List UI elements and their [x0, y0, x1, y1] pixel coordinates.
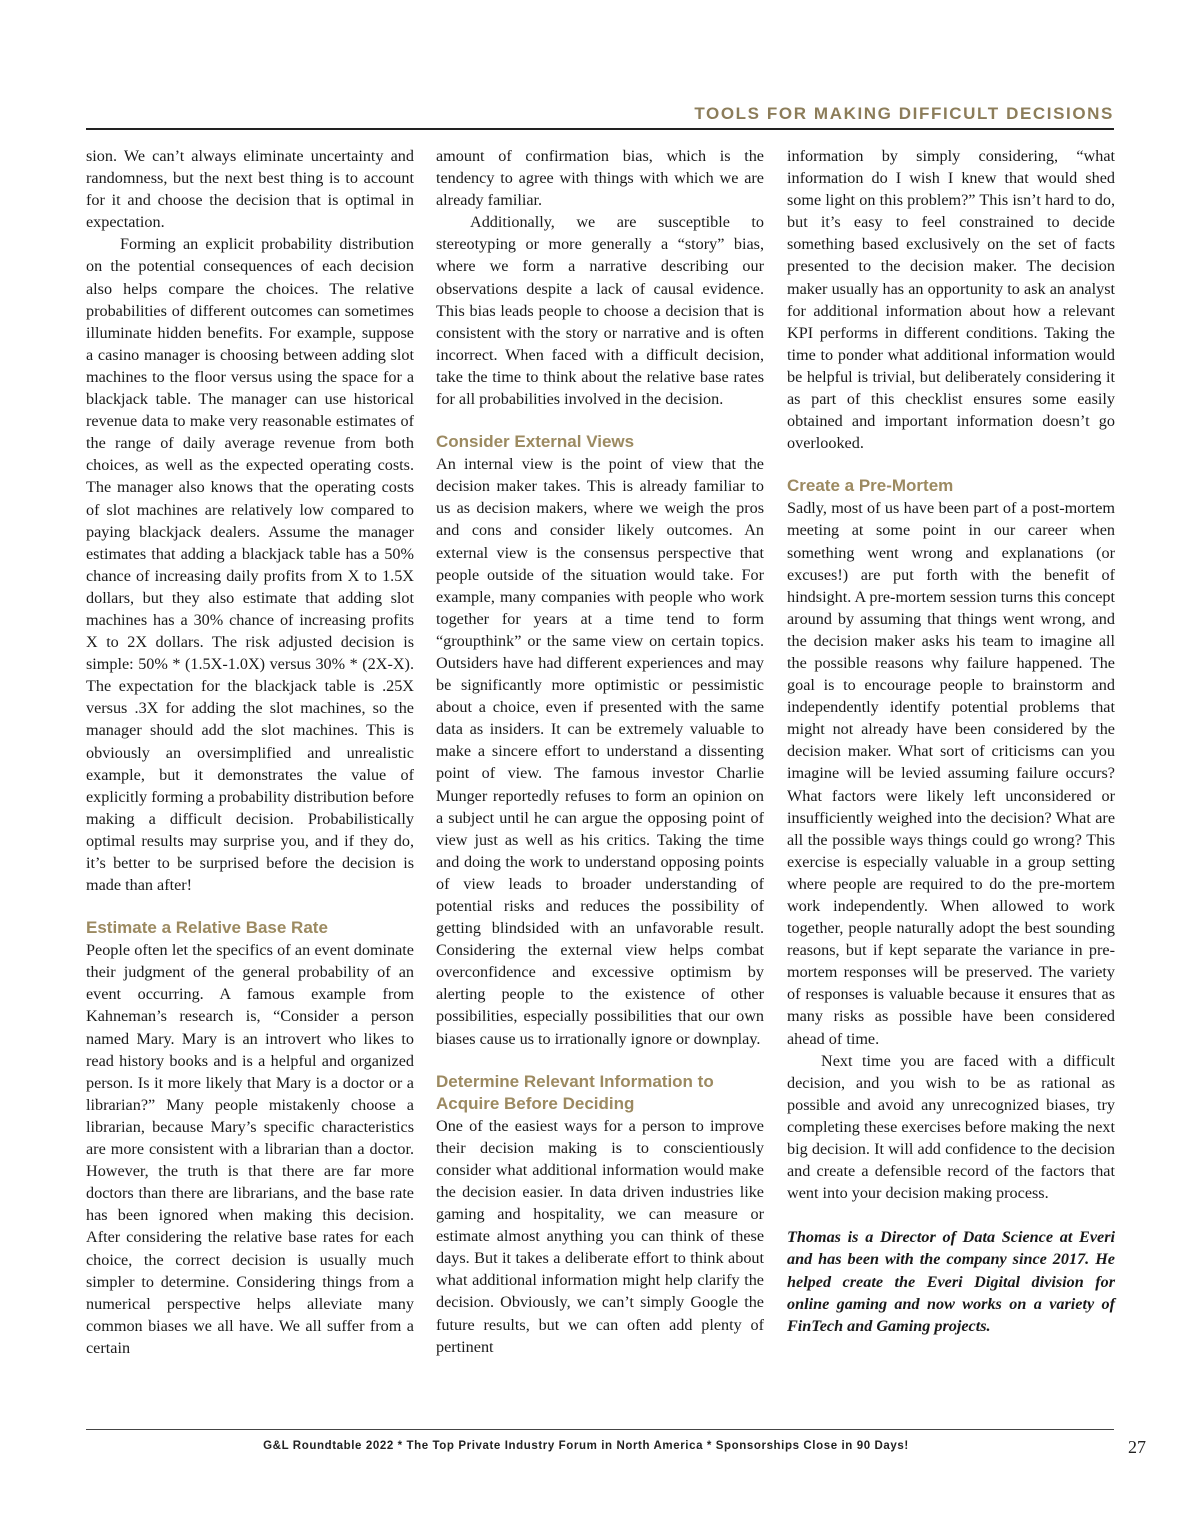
paragraph: One of the easiest ways for a person to improve their decision making is to conscientiously consider what additional information would make the decision easier. In data driven industries like gaming and hospitality, we can measure or estimate almost anything you can think of these days. But it takes a deliberate effort to think about what additional information might help clarify the decision. Obviously, we can’t simply Google the future results, but we can often add plenty of pertinent: [436, 1116, 764, 1356]
paragraph: sion. We can’t always eliminate uncertainty and randomness, but the next best thing is to account for it and choose the decision that is optimal in expectation.: [86, 147, 414, 232]
footer-divider: [86, 1429, 1114, 1430]
section-heading: Estimate a Relative Base Rate: [86, 918, 328, 938]
author-bio: Thomas is a Director of Data Science at Everi and has been with the company since 2017. He helped create the Everi Digital division for online gaming and now works on a variety of FinTech and Gaming projects.: [787, 1228, 1115, 1335]
header-divider: [86, 128, 1114, 130]
article-column-3: [787, 145, 1115, 1337]
section-heading: Determine Relevant Information to Acquire Before Deciding: [436, 1071, 714, 1113]
paragraph: amount of confirmation bias, which is the tendency to agree with things with which we are already familiar.: [436, 147, 764, 210]
paragraph: An internal view is the point of view that the decision maker takes. This is already familiar to us as decision makers, where we weigh the pros and cons and consider likely outcomes. An external view is the consensus perspective that people outside of the situation would take. For example, many companies with people who work together for years at a time tend to form “groupthink” or the same view on certain topics. Outsiders have had different experiences and may be significantly more optimistic or pessimistic about a choice, even if presented with the same data as insiders. It can be extremely valuable to make a sincere effort to understand a dissenting point of view. The famous investor Charlie Munger reportedly refuses to form an opinion on a subject until he can argue the opposing point of view just as well as his critics. Taking the time and doing the work to understand opposing points of view leads to broader understanding of potential risks and reduces the possibility of getting blindsided with an unfavorable result. Considering the external view helps combat overconfidence and excessive optimism by alerting people to the existence of other possibilities, especially possibilities that our own biases cause us to irrationally ignore or downplay.: [436, 455, 764, 1048]
paragraph: Sadly, most of us have been part of a post-mortem meeting at some point in our career when something went wrong and explanations (or excuses!) are put forth with the benefit of hindsight. A pre-mortem session turns this concept around by assuming that things went wrong, and the decision maker asks his team to imagine all the possible reasons why failure happened. The goal is to encourage people to brainstorm and independently identify potential problems that might not already have been considered by the decision maker. What sort of criticisms can you imagine will be levied assuming failure occurs? What factors were likely left unconsidered or insufficiently weighed into the decision? What are all the possible ways things could go wrong? This exercise is especially valuable in a group setting where people are required to do the pre-mortem work independently. When allowed to work together, people naturally adopt the best sounding reasons, but if kept separate the variance in pre-mortem responses will be preserved. The variety of responses is valuable because it ensures that as many risks as possible have been considered ahead of time.: [787, 499, 1115, 1048]
section-heading: Create a Pre-Mortem: [787, 476, 954, 496]
paragraph: People often let the specifics of an event dominate their judgment of the general probability of an event occurring. A famous example from Kahneman’s research is, “Consider a person named Mary. Mary is an introvert who likes to read history books and is a helpful and organized person. Is it more likely that Mary is a doctor or a librarian?” Many people mistakenly choose a librarian, because Mary’s specific characteristics are more consistent with a librarian than a doctor. However, the truth is that there are far more doctors than there are librarians, and the base rate has been ignored when making this decision. After considering the relative base rates for each choice, the correct decision is usually much simpler to determine. Considering things from a numerical perspective helps alleviate many common biases we all have. We all suffer from a certain: [86, 941, 414, 1357]
running-header: TOOLS FOR MAKING DIFFICULT DECISIONS: [694, 104, 1114, 123]
article-column-2: [436, 145, 764, 1358]
paragraph: Additionally, we are susceptible to stereotyping or more generally a “story” bias, where we form a narrative describing our observations despite a lack of causal evidence. This bias leads people to choose a decision that is consistent with the story or narrative and is often incorrect. When faced with a difficult decision, take the time to think about the relative base rates for all probabilities involved in the decision.: [436, 213, 764, 409]
article-column-1: [86, 145, 414, 1359]
paragraph: Forming an explicit probability distribution on the potential consequences of each decision also helps compare the choices. The relative probabilities of different outcomes can sometimes illuminate hidden benefits. For example, suppose a casino manager is choosing between adding slot machines to the floor versus using the space for a blackjack table. The manager can use historical revenue data to make very reasonable estimates of the range of daily average revenue from both choices, as well as the expected operating costs. The manager also knows that the operating costs of slot machines are relatively low compared to paying blackjack dealers. Assume the manager estimates that adding a blackjack table has a 50% chance of increasing daily profits from X to 1.5X dollars, but they also estimate that adding slot machines has a 30% chance of increasing profits X to 2X dollars. The risk adjusted decision is simple: 50% * (1.5X-1.0X) versus 30% * (2X-X). The expectation for the blackjack table is .25X versus .3X for adding the slot machines, so the manager should add the slot machines. This is obviously an oversimplified and unrealistic example, but it demonstrates the value of explicitly forming a probability distribution before making a difficult decision. Probabilistically optimal results may surprise you, and if they do, it’s better to be surprised before the decision is made than after!: [86, 235, 414, 895]
section-heading: Consider External Views: [436, 432, 635, 452]
footer-banner: G&L Roundtable 2022 * The Top Private Industry Forum in North America * Sponsorships Close in 90 Days!: [263, 1440, 909, 1452]
page-number: 27: [1128, 1437, 1146, 1457]
paragraph: Next time you are faced with a difficult decision, and you wish to be as rational as possible and avoid any unrecognized biases, try completing these exercises before making the next big decision. It will add confidence to the decision and create a defensible record of the factors that went into your decision making process.: [787, 1051, 1115, 1203]
paragraph: information by simply considering, “what information do I wish I knew that would shed some light on this problem?” This isn’t hard to do, but it’s easy to feel constrained to decide something based exclusively on the set of facts presented to the decision maker. The decision maker usually has an opportunity to ask an analyst for additional information about how a relevant KPI performs in different conditions. Taking the time to ponder what additional information would be helpful is trivial, but deliberately considering it as part of this checklist ensures some easily obtained and important information doesn’t go overlooked.: [787, 147, 1115, 453]
